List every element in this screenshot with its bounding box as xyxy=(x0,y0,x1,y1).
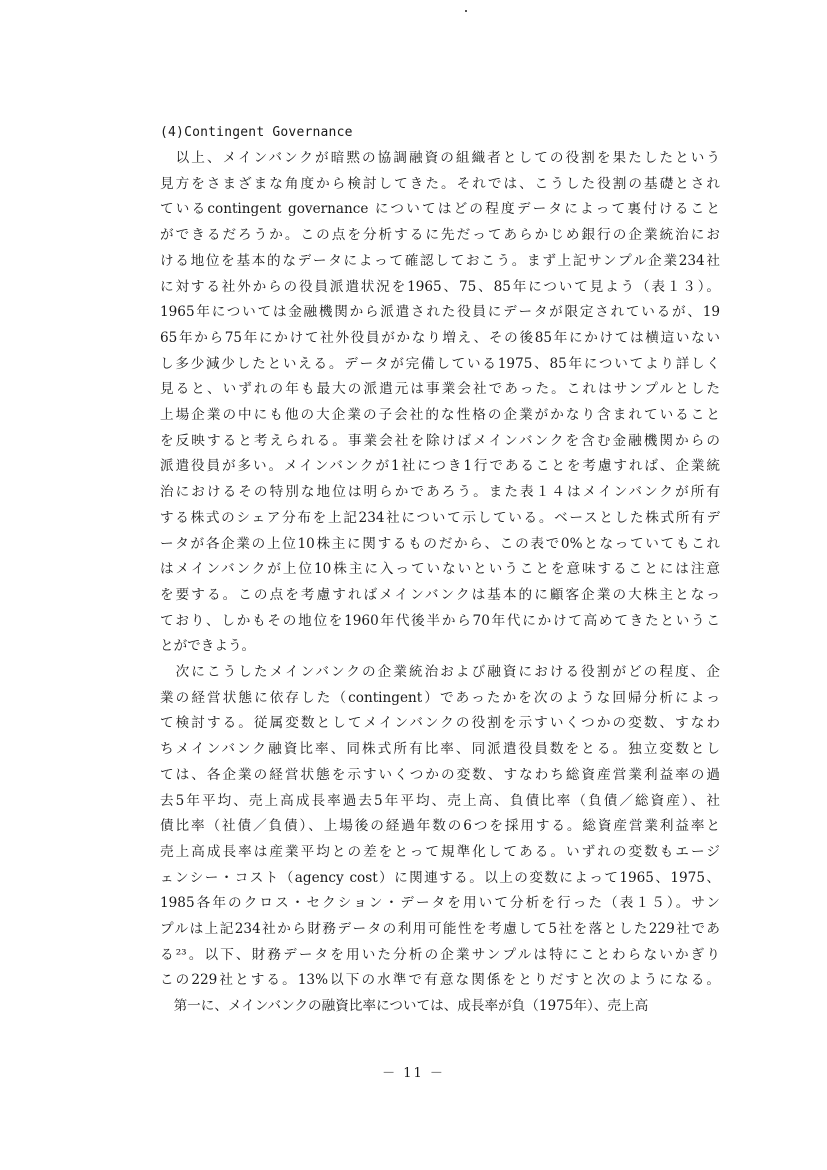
section-heading: (4)Contingent Governance xyxy=(160,125,353,140)
text-line: 上場企業の中にも他の大企業の子会社的な性格の企業がかなり含まれていること xyxy=(160,407,720,423)
text-line: 売上高成長率は産業平均との差をとって規準化してある。いずれの変数もエージ xyxy=(160,843,720,860)
text-line: プルは上記234社から財務データの利用可能性を考慮して5社を落とした229社であ xyxy=(160,921,720,937)
text-line: 第一に、メインバンクの融資比率については、成長率が負（1975年）、売上高 xyxy=(160,998,649,1015)
text-line: 業の経営状態に依存した（contingent）であったかを次のような回帰分析によっ xyxy=(160,689,720,706)
text-line: 債比率（社債／負債）、上場後の経過年数の6つを採用する。総資産営業利益率と xyxy=(160,818,720,835)
text-line: 1985各年のクロス・セクション・データを用いて分析を行った（表１５）。サン xyxy=(160,895,720,912)
text-line: ては、各企業の経営状態を示すいくつかの変数、すなわち総資産営業利益率の過 xyxy=(160,766,720,783)
text-line: ており、しかもその地位を1960年代後半から70年代にかけて高めてきたというこ xyxy=(160,612,720,629)
text-line: する株式のシェア分布を上記234社について示している。ベースとした株式所有デ xyxy=(160,509,720,526)
text-line: ができるだろうか。この点を分析するに先だってあらかじめ銀行の企業統治にお xyxy=(160,227,720,244)
text-line: 見方をさまざまな角度から検討してきた。それでは、こうした役割の基礎とされ xyxy=(160,175,720,192)
text-line: とができよう。 xyxy=(160,638,256,655)
text-line: ているcontingent governance についてはどの程度データによって裏付けること xyxy=(160,201,720,218)
text-line: 治におけるその特別な地位は明らかであろう。また表１４はメインバンクが所有 xyxy=(160,484,720,501)
text-line: ちメインバンク融資比率、同株式所有比率、同派遣役員数をとる。独立変数とし xyxy=(160,741,720,758)
text-line: を反映すると考えられる。事業会社を除けばメインバンクを含む金融機関からの xyxy=(160,432,720,449)
text-line: ータが各企業の上位10株主に関するものだから、この表で0%となっていてもこれ xyxy=(160,535,720,552)
page-number: － 11 － xyxy=(382,1066,445,1081)
text-line: 派遣役員が多い。メインバンクが1社につき1行であることを考慮すれば、企業統 xyxy=(160,458,720,475)
text-line: て検討する。従属変数としてメインバンクの役割を示すいくつかの変数、すなわ xyxy=(160,715,720,732)
text-line: 去5年平均、売上高成長率過去5年平均、売上高、負債比率（負債／総資産）、社 xyxy=(160,792,720,809)
text-line: 1965年については金融機関から派遣された役員にデータが限定されているが、19 xyxy=(160,304,720,321)
text-line: 以上、メインバンクが暗黙の協調融資の組織者としての役割を果たしたという xyxy=(160,150,720,166)
text-line: ける地位を基本的なデータによって確認しておこう。まず上記サンプル企業234社 xyxy=(160,252,720,269)
text-line: はメインバンクが上位10株主に入っていないということを意味することには注意 xyxy=(160,561,720,578)
text-line: し多少減少したといえる。データが完備している1975、85年についてより詳しく xyxy=(160,355,720,372)
text-line: この229社とする。13%以下の水準で有意な関係をとりだすと次のようになる。 xyxy=(160,972,720,989)
scan-speck xyxy=(465,10,467,12)
text-line: 次にこうしたメインバンクの企業統治および融資における役割がどの程度、企 xyxy=(160,664,720,680)
text-line: を要する。この点を考慮すればメインバンクは基本的に顧客企業の大株主となっ xyxy=(160,586,720,603)
text-line: 見ると、いずれの年も最大の派遣元は事業会社であった。これはサンプルとした xyxy=(160,381,720,398)
text-line: に対する社外からの役員派遣状況を1965、75、85年について見よう（表１３）。 xyxy=(160,278,720,295)
text-line: 65年から75年にかけて社外役員がかなり増え、その後85年にかけては横這いない xyxy=(160,329,720,346)
text-line: ェンシー・コスト（agency cost）に関連する。以上の変数によって1965、1975、 xyxy=(160,869,720,886)
text-line: る²³。以下、財務データを用いた分析の企業サンプルは特にことわらないかぎり xyxy=(160,946,720,963)
